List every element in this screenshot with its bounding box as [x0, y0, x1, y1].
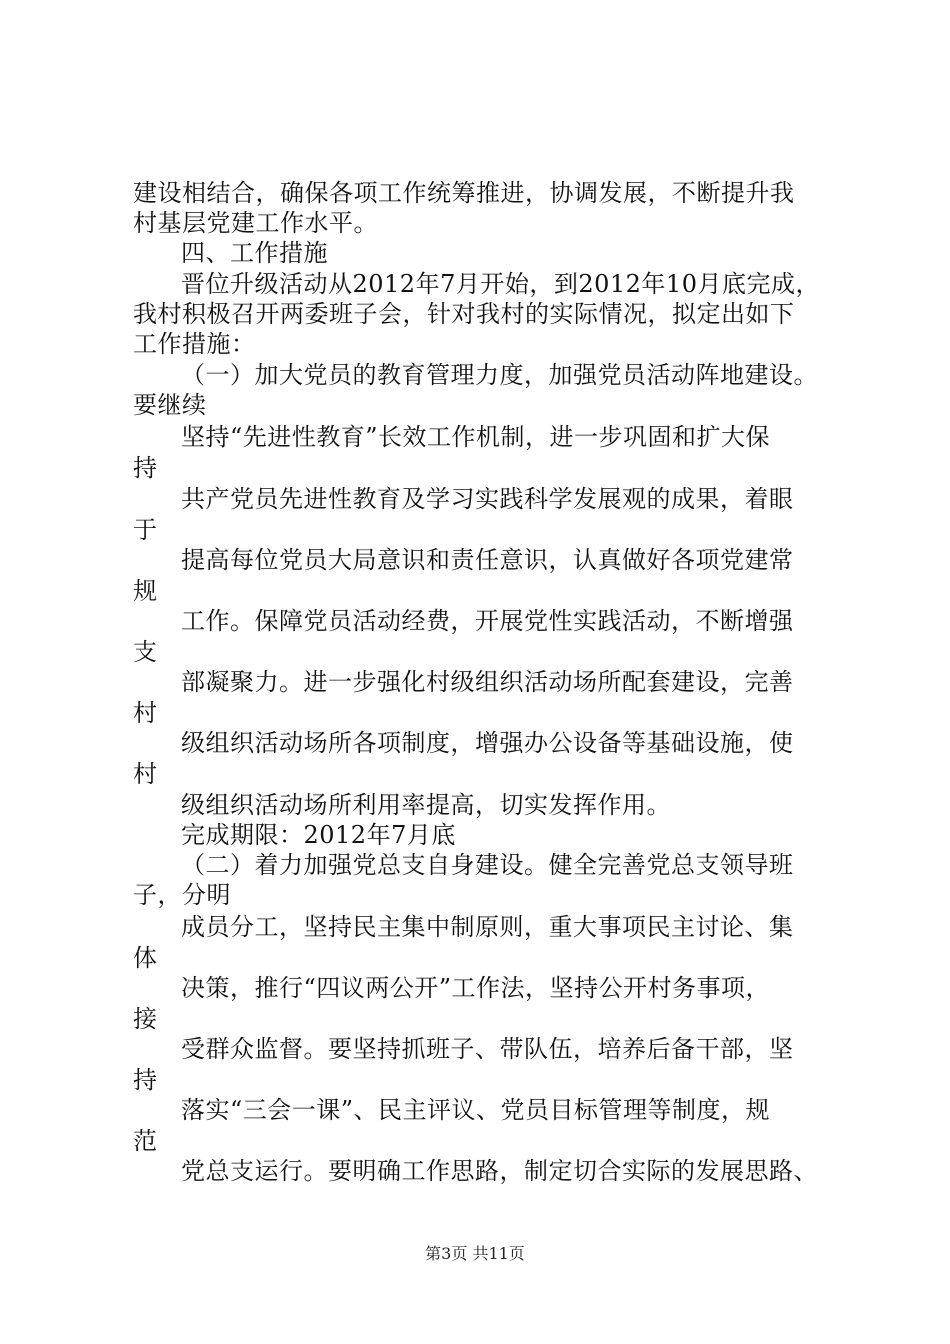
text-line: 部凝聚力。进一步强化村级组织活动场所配套建设，完善 [181, 668, 794, 696]
page-number-footer: 第3页 共11页 [425, 1244, 525, 1263]
text-line: 支 [133, 638, 158, 666]
text-line: 级组织活动场所利用率提高，切实发挥作用。 [181, 791, 671, 819]
text-line: 受群众监督。要坚持抓班子、带队伍，培养后备干部，坚 [181, 1035, 794, 1063]
text-line: 落实“三会一课”、民主评议、党员目标管理等制度，规 [181, 1096, 771, 1124]
deadline-line: 完成期限：2012年7月底 [181, 821, 456, 849]
text-line: 持 [133, 454, 158, 482]
text-line: 村基层党建工作水平。 [133, 209, 378, 237]
text-line: 工作措施： [133, 330, 256, 358]
text-line: 坚持“先进性教育”长效工作机制，进一步巩固和扩大保 [181, 423, 771, 451]
text-line: 决策，推行“四议两公开”工作法，坚持公开村务事项， [181, 974, 771, 1002]
text-line: 于 [133, 516, 158, 544]
text-line: 村 [133, 699, 158, 727]
text-line: 共产党员先进性教育及学习实践科学发展观的成果，着眼 [181, 485, 794, 513]
section-heading: 四、工作措施 [181, 239, 328, 267]
subsection-heading: （一）加大党员的教育管理力度，加强党员活动阵地建设。 [181, 361, 818, 389]
text-line: 子，分明 [133, 881, 231, 909]
text-line: 范 [133, 1127, 158, 1155]
text-line: 我村积极召开两委班子会，针对我村的实际情况，拟定出如下 [133, 300, 795, 328]
text-line: 持 [133, 1066, 158, 1094]
text-line: 党总支运行。要明确工作思路，制定切合实际的发展思路、 [181, 1157, 818, 1185]
text-line: 要继续 [133, 391, 207, 419]
text-line: 级组织活动场所各项制度，增强办公设备等基础设施，使 [181, 729, 794, 757]
text-line: 成员分工，坚持民主集中制原则，重大事项民主讨论、集 [181, 913, 794, 941]
text-line: 晋位升级活动从2012年7月开始，到2012年10月底完成， [181, 270, 820, 298]
text-line: 村 [133, 760, 158, 788]
subsection-heading: （二）着力加强党总支自身建设。健全完善党总支领导班 [181, 851, 794, 879]
text-line: 体 [133, 944, 158, 972]
text-line: 接 [133, 1005, 158, 1033]
text-line: 提高每位党员大局意识和责任意识，认真做好各项党建常 [181, 546, 794, 574]
text-line: 工作。保障党员活动经费，开展党性实践活动，不断增强 [181, 607, 794, 635]
text-line: 规 [133, 577, 158, 605]
text-line: 建设相结合，确保各项工作统筹推进，协调发展，不断提升我 [133, 179, 795, 207]
